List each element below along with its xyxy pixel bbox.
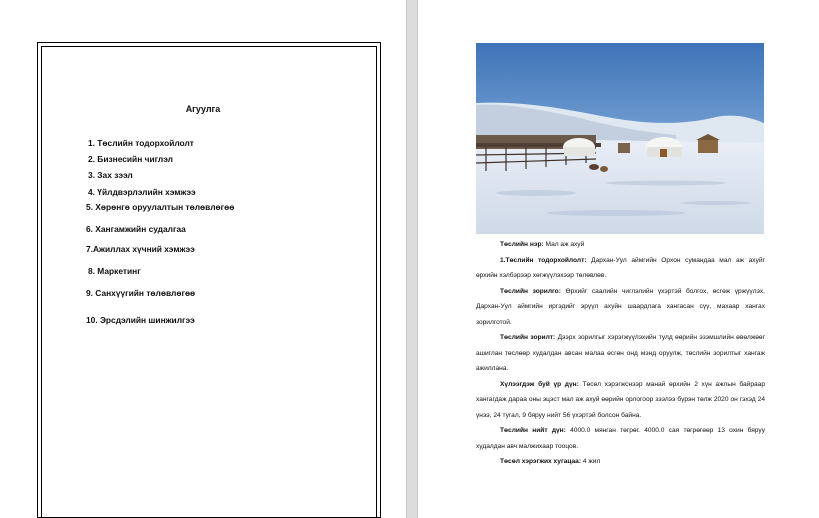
- toc-item-9: 9. Санхүүгийн төлөвлөгөө: [86, 288, 196, 298]
- toc-item-10: 10. Эрсдэлийн шинжилгээ: [86, 315, 195, 325]
- paragraph-expected-result: Хүлээгдэж буй үр дүн: Төсөл хэрэгжснээр манай өрхийн 2 хүн ажлын байраар хангагдаж дараа оны эцэст мал аж ахуй өөрийн орлогоор зээлээ бүрэн төлж 2020 он гэхэд 24 үнээ, 24 тугал, 9 бяруу нийт 56 үхэртэй болсон байна.: [476, 380, 766, 419]
- toc-item-4: 4. Үйлдвэрлэлийн хэмжээ: [88, 187, 196, 197]
- winter-ger-camp-photo: [476, 43, 764, 234]
- toc-item-6: 6. Хангамжийн судалгаа: [86, 224, 186, 234]
- paragraph-project-objective: Төслийн зорилт: Дээрх зорилгыг хэрэгжүүлэхийн тулд өөрийн эзэмшлийн өвөлжөөг ашиглан төслөөр худалдан авсан малаа өсгөн онд мэнд оруулж, төслийн зорилтыг хангаж ажиллана.: [476, 334, 765, 372]
- toc-item-5: 5. Хөрөнгө оруулалтын төлөвлөгөө: [86, 202, 235, 212]
- paragraph-project-description: 1.Төслийн тодорхойлолт: Дархан-Уул аймгийн Орхон сумандаа мал аж ахуйг өрхийн хэлбэрээр хөгжүүлэхээр төлөвлөв.: [476, 256, 765, 279]
- paragraph-project-goal: Төслийн зорилго: Өрхийг саалийн чиглэлийн үхэртэй болгох, өсгөж үржүүлэх, Дархан-Уул аймгийн иргэдийг эрүүл ахуйн шаардлага хангасан сүү, махаар хангах зорилготой.: [476, 287, 765, 326]
- document-body: [476, 237, 765, 470]
- page-gutter: [406, 0, 418, 518]
- paragraph-project-duration: Төсөл хэрэгжих хугацаа: 4 жил: [500, 458, 601, 465]
- paragraph-total-amount: Төслийн нийт дүн: 4000.0 мянган төгрөг. 4000.0 сая төгрөгөөр 13 охин бяруу худалдан авч малжихаар тооцов.: [476, 427, 765, 450]
- toc-item-7: 7.Ажиллах хүчний хэмжээ: [86, 244, 195, 254]
- toc-item-1: 1. Төслийн тодорхойлолт: [88, 138, 194, 148]
- paragraph-project-name: Төслийн нэр: Мал аж ахуй: [500, 241, 585, 248]
- toc-title: Агуулга: [185, 104, 221, 114]
- page-left: [0, 0, 406, 518]
- toc-item-3: 3. Зах зээл: [88, 170, 133, 180]
- toc-item-2: 2. Бизнесийн чиглэл: [88, 154, 173, 164]
- page-border-inner: [41, 46, 377, 518]
- toc-item-8: 8. Маркетинг: [88, 266, 141, 276]
